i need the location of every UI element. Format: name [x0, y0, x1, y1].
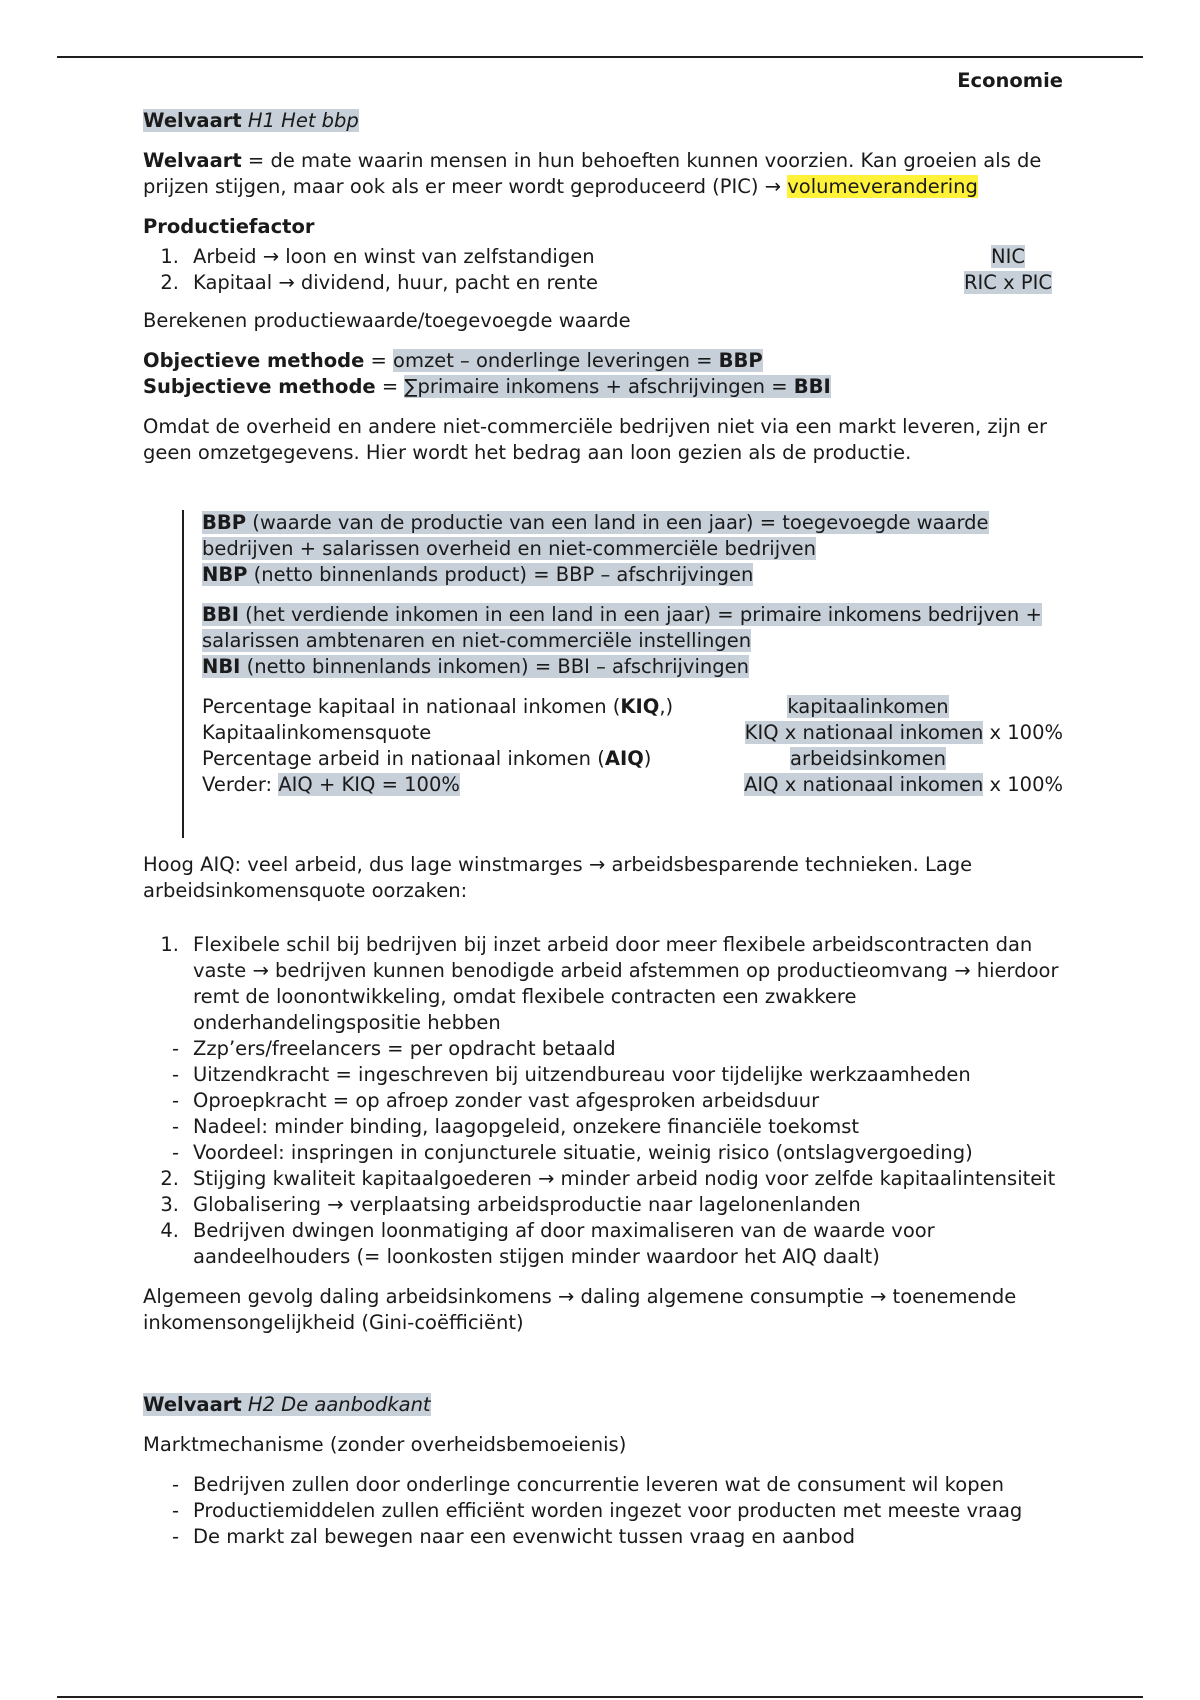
- bbp-term: BBP: [202, 511, 247, 534]
- list-item: - Nadeel: minder binding, laagopgeleid, onzekere financiële toekomst: [171, 1115, 860, 1138]
- kiq-denominator: KIQ x nationaal inkomen: [744, 721, 984, 744]
- aiq-numerator: arbeidsinkomen: [790, 747, 946, 770]
- aiq-label: Percentage arbeid in nationaal inkomen (AIQ): [202, 747, 652, 770]
- bbp-nbp-definitions: [202, 510, 1063, 588]
- productiefactor-title: Productiefactor: [143, 215, 315, 238]
- list-item: - Zzp’ers/freelancers = per opdracht betaald: [171, 1037, 616, 1060]
- omdat-text: Omdat de overheid en andere niet-commerciële bedrijven niet via een markt leveren, zijn er geen omzetgegevens. Hier wordt het bedrag aan loon gezien als de productie.: [143, 415, 1048, 464]
- welvaart-term: Welvaart: [143, 149, 242, 172]
- nbi-text: (netto binnenlands inkomen) = BBI – afschrijvingen: [240, 655, 749, 678]
- welvaart-definition: [143, 148, 1063, 200]
- heading-h2-bold: Welvaart: [143, 1393, 242, 1416]
- equals: =: [375, 375, 405, 398]
- list-item: 2. Stijging kwaliteit kapitaalgoederen → minder arbeid nodig voor zelfde kapitaalintensiteit: [160, 1167, 1056, 1190]
- bbi-nbi-definitions: [202, 602, 1063, 680]
- quote-formulas: [202, 694, 1063, 798]
- algemeen-text: Algemeen gevolg daling arbeidsinkomens → daling algemene consumptie → toenemende inkomensongelijkheid (Gini-coëfficiënt): [143, 1285, 1017, 1334]
- aiq-kiq-sum: AIQ + KIQ = 100%: [278, 773, 460, 796]
- kiq-label: Percentage kapitaal in nationaal inkomen (KIQ,): [202, 695, 674, 718]
- list-item: - Productiemiddelen zullen efficiënt worden ingezet voor producten met meeste vraag: [171, 1499, 1023, 1522]
- ric-pic-label: RIC x PIC: [964, 271, 1052, 294]
- aiq-percent: x 100%: [983, 773, 1063, 796]
- header-rule: [57, 56, 1143, 58]
- header-subject: Economie: [957, 69, 1063, 92]
- list-number: 2.: [160, 271, 179, 294]
- verder-line: Verder: AIQ + KIQ = 100%: [202, 773, 460, 796]
- heading-h1-bold: Welvaart: [143, 109, 242, 132]
- definitions-box: [182, 510, 1063, 838]
- section-heading-h1: [143, 108, 1063, 134]
- list-item: 4. Bedrijven dwingen loonmatiging af door maximaliseren van de waarde voor aandeelhouders (= loonkosten stijgen minder waardoor het AIQ daalt): [160, 1219, 935, 1268]
- list-text: Arbeid → loon en winst van zelfstandigen: [193, 245, 595, 268]
- objective-method-term: Objectieve methode: [143, 349, 365, 372]
- markt-title: Marktmechanisme (zonder overheidsbemoeienis): [143, 1433, 627, 1456]
- berekenen-text: Berekenen productiewaarde/toegevoegde waarde: [143, 309, 631, 332]
- list-number: 1.: [160, 245, 179, 268]
- list-text: Kapitaal → dividend, huur, pacht en rente: [193, 271, 599, 294]
- footer-rule: [57, 1696, 1143, 1698]
- aiq-denominator: AIQ x nationaal inkomen: [744, 773, 984, 796]
- nbi-term: NBI: [202, 655, 241, 678]
- objective-method-formula: omzet – onderlinge leveringen =: [393, 349, 719, 372]
- subjective-method-formula: ∑primaire inkomens + afschrijvingen =: [404, 375, 794, 398]
- welvaart-text: = de mate waarin mensen in hun behoeften kunnen voorzien. Kan groeien als de prijzen stijgen, maar ook als er meer wordt geproduceerd (PIC) →: [143, 149, 1042, 198]
- list-item: [143, 270, 1063, 296]
- bbi-term: BBI: [202, 603, 239, 626]
- section-heading-h2: [143, 1392, 1063, 1418]
- equals: =: [364, 349, 394, 372]
- list-item: - Oproepkracht = op afroep zonder vast afgesproken arbeidsduur: [171, 1089, 820, 1112]
- list-item: - Bedrijven zullen door onderlinge concurrentie leveren wat de consument wil kopen: [171, 1473, 1004, 1496]
- bbp-text: (waarde van de productie van een land in een jaar) = toegevoegde waarde bedrijven + salarissen overheid en niet-commerciële bedrijven: [202, 511, 989, 560]
- nbp-text: (netto binnenlands product) = BBP – afschrijvingen: [247, 563, 754, 586]
- nbp-term: NBP: [202, 563, 248, 586]
- list-item: 3. Globalisering → verplaatsing arbeidsproductie naar lagelonenlanden: [160, 1193, 861, 1216]
- objective-method-result: BBP: [718, 349, 763, 372]
- subjective-method-result: BBI: [793, 375, 831, 398]
- list-item: - Voordeel: inspringen in conjuncturele situatie, weinig risico (ontslagvergoeding): [171, 1141, 973, 1164]
- heading-h1-italic: H1 Het bbp: [247, 109, 359, 132]
- oorzaken-list: [143, 932, 1063, 1270]
- kiq-numerator: kapitaalinkomen: [787, 695, 949, 718]
- volumeverandering-highlight: volumeverandering: [787, 175, 978, 198]
- bbi-text: (het verdiende inkomen in een land in een jaar) = primaire inkomens bedrijven + salarissen ambtenaren en niet-commerciële instellingen: [202, 603, 1042, 652]
- list-item: 1. Flexibele schil bij bedrijven bij inzet arbeid door meer flexibele arbeidscontracten dan vaste → bedrijven kunnen benodigde arbeid afstemmen op productieomvang → hierdoor remt de loonontwikkeling, omdat flexibele contracten een zwakkere onderhandelingspositie hebben: [160, 933, 1059, 1034]
- hoog-aiq-text: Hoog AIQ: veel arbeid, dus lage winstmarges → arbeidsbesparende technieken. Lage arbeidsinkomensquote oorzaken:: [143, 853, 973, 902]
- methods: [143, 348, 1063, 400]
- markt-list: [143, 1472, 1063, 1550]
- kiq-name: Kapitaalinkomensquote: [202, 721, 432, 744]
- list-item: - Uitzendkracht = ingeschreven bij uitzendbureau voor tijdelijke werkzaamheden: [171, 1063, 971, 1086]
- productiefactor-list: [143, 244, 1063, 296]
- document-page: [143, 68, 1063, 1550]
- heading-h2-italic: H2 De aanbodkant: [247, 1393, 431, 1416]
- list-item: - De markt zal bewegen naar een evenwicht tussen vraag en aanbod: [171, 1525, 855, 1548]
- list-item: [143, 244, 1063, 270]
- kiq-percent: x 100%: [983, 721, 1063, 744]
- subjective-method-term: Subjectieve methode: [143, 375, 376, 398]
- nic-label: NIC: [991, 245, 1025, 268]
